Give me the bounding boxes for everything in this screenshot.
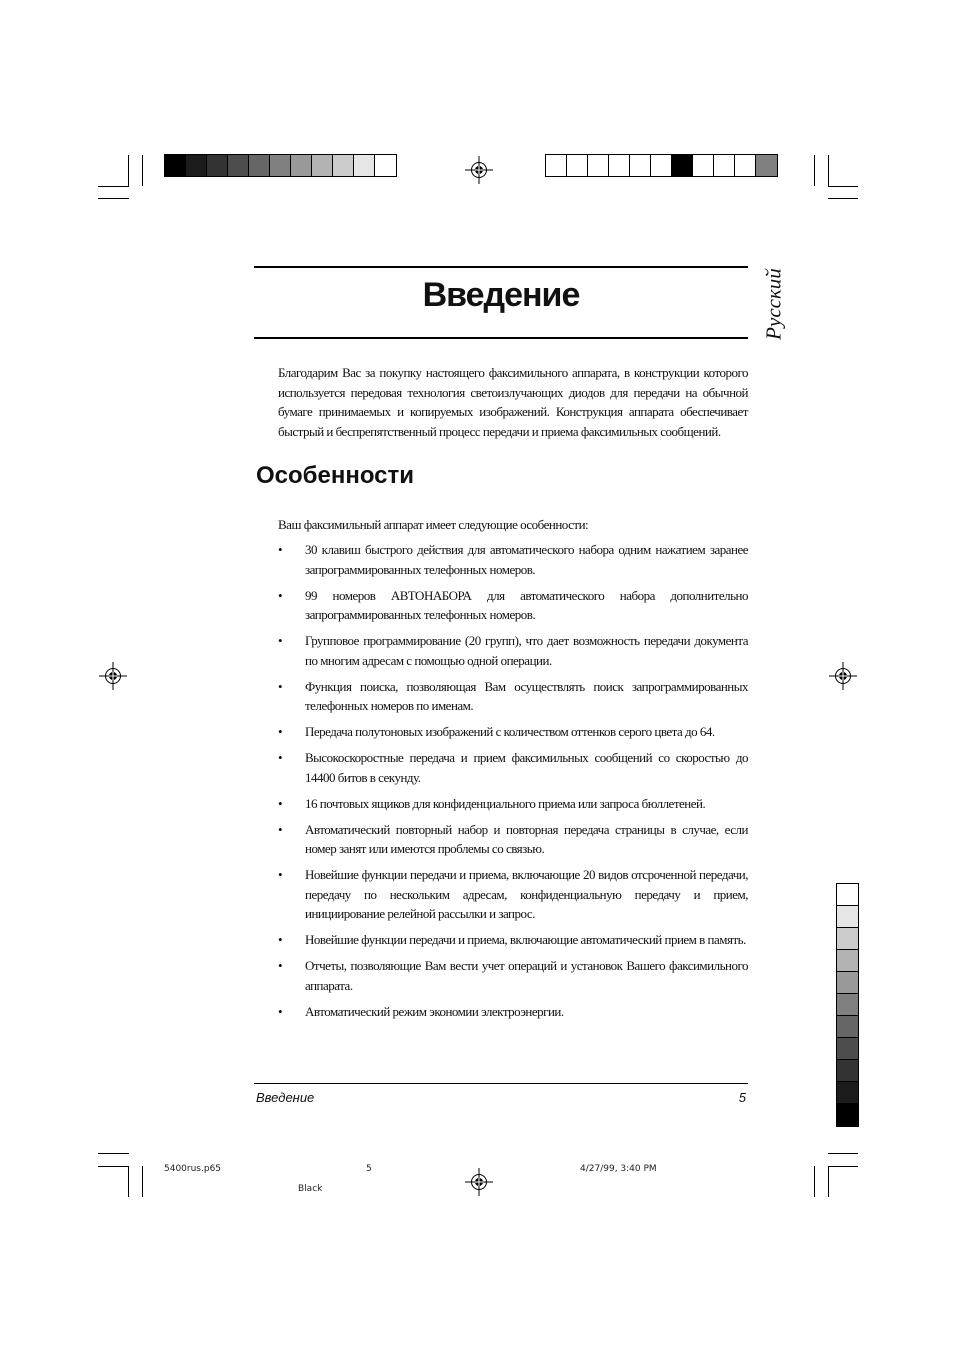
features-list — [278, 540, 748, 1028]
bullet-icon: • — [278, 750, 283, 765]
color-swatch — [735, 155, 756, 176]
crop-mark-bottom-right-v — [828, 1166, 829, 1197]
feature-item — [278, 865, 748, 924]
crop-mark-bottom-right-h — [828, 1166, 858, 1167]
bullet-icon: • — [278, 867, 283, 882]
title-rule-bottom — [254, 337, 748, 339]
crop-mark-top-right-v2 — [814, 155, 815, 186]
slug-filename: 5400rus.p65 — [164, 1164, 222, 1174]
color-swatch — [609, 155, 630, 176]
bullet-icon: • — [278, 821, 283, 837]
feature-text: Высокоскоростные передача и прием факсимильных сообщений со скоростью до 14400 битов в секунду. — [305, 750, 748, 785]
color-swatch — [756, 155, 777, 176]
feature-text: Групповое программирование (20 групп), что дает возможность передачи документа по многим адресам с помощью одной операции. — [305, 633, 748, 668]
feature-item — [278, 677, 748, 716]
grayscale-swatch — [165, 155, 186, 176]
side-grayscale-swatch — [837, 994, 858, 1016]
slug-date: 4/27/99, 3:40 PM — [580, 1164, 657, 1174]
color-swatch — [693, 155, 714, 176]
intro-paragraph: Благодарим Вас за покупку настоящего факсимильного аппарата, в конструкции которого используется передовая технология светоизлучающих диодов для передачи на обычной бумаге принимаемых и копируемых изображений. Конструкция аппарата обеспечивает быстрый и беспрепятственный процесс передачи и приема факсимильных сообщений. — [278, 365, 748, 439]
feature-item — [278, 722, 748, 742]
feature-item — [278, 631, 748, 670]
footer-page-number: 5 — [738, 1090, 746, 1105]
registration-mark-top-icon — [465, 156, 493, 184]
side-grayscale-swatch — [837, 972, 858, 994]
feature-text: Новейшие функции передачи и приема, включающие автоматический прием в память. — [305, 932, 746, 947]
footer-title: Введение — [256, 1090, 315, 1105]
feature-text: Функция поиска, позволяющая Вам осуществлять поиск запрограммированных телефонных номеров по именам. — [305, 678, 748, 713]
registration-mark-bottom-icon — [465, 1168, 493, 1196]
side-grayscale-swatch — [837, 950, 858, 972]
crop-mark-bottom-left-h — [98, 1166, 129, 1167]
color-swatch — [567, 155, 588, 176]
side-grayscale-swatch — [837, 1038, 858, 1060]
grayscale-swatch — [228, 155, 249, 176]
side-grayscale-swatch — [837, 1016, 858, 1038]
grayscale-strip-side — [836, 883, 859, 1127]
grayscale-swatch — [207, 155, 228, 176]
crop-mark-bottom-right-v2 — [814, 1166, 815, 1197]
color-swatch — [546, 155, 567, 176]
registration-mark-left-icon — [99, 662, 127, 690]
bullet-icon: • — [278, 795, 283, 811]
grayscale-swatch — [270, 155, 291, 176]
color-swatch — [588, 155, 609, 176]
bullet-icon: • — [278, 724, 283, 739]
grayscale-swatch — [375, 155, 396, 176]
footer-rule — [254, 1083, 748, 1084]
side-grayscale-swatch — [837, 884, 858, 906]
bullet-icon: • — [278, 633, 283, 648]
features-lead: Ваш факсимильный аппарат имеет следующие особенности: — [278, 517, 589, 532]
feature-item — [278, 956, 748, 995]
color-swatch — [651, 155, 672, 176]
bullet-icon: • — [278, 1003, 283, 1019]
feature-text: 30 клавиш быстрого действия для автоматического набора одним нажатием заранее запрограммированных телефонных номеров. — [305, 542, 748, 577]
crop-mark-bottom-right-h2 — [828, 1153, 858, 1154]
crop-mark-top-left-v2 — [142, 155, 143, 186]
side-grayscale-swatch — [837, 1082, 858, 1104]
language-tab-label: Русский — [761, 268, 786, 340]
feature-item — [278, 748, 748, 787]
crop-mark-top-right-h — [828, 186, 858, 187]
bullet-icon: • — [278, 958, 283, 973]
grayscale-swatch — [186, 155, 207, 176]
slug-plate: Black — [298, 1184, 323, 1194]
bullet-icon: • — [278, 678, 283, 694]
crop-mark-top-right-h2 — [828, 198, 858, 199]
side-grayscale-swatch — [837, 928, 858, 950]
color-strip-top-right — [545, 154, 778, 177]
feature-text: Передача полутоновых изображений с количеством оттенков серого цвета до 64. — [305, 724, 715, 739]
grayscale-swatch — [354, 155, 375, 176]
crop-mark-bottom-left-v2 — [142, 1166, 143, 1197]
side-grayscale-swatch — [837, 1104, 858, 1126]
color-swatch — [672, 155, 693, 176]
feature-item — [278, 586, 748, 625]
feature-item — [278, 1002, 748, 1022]
grayscale-swatch — [291, 155, 312, 176]
feature-item — [278, 930, 748, 950]
bullet-icon: • — [278, 542, 283, 557]
feature-item — [278, 540, 748, 579]
crop-mark-bottom-left-v — [128, 1166, 129, 1197]
feature-text: Автоматический повторный набор и повторная передача страницы в случае, если номер занят или имеются проблемы со связью. — [305, 821, 748, 856]
bullet-icon: • — [278, 932, 283, 947]
feature-text: 99 номеров АВТОНАБОРА для автоматического набора дополнительно запрограммированных телефонных номеров. — [305, 587, 748, 622]
grayscale-strip-top — [164, 154, 397, 177]
grayscale-swatch — [249, 155, 270, 176]
page-title: Введение — [422, 276, 580, 314]
crop-mark-bottom-left-h2 — [98, 1153, 129, 1154]
slug-page: 5 — [366, 1164, 372, 1174]
grayscale-swatch — [312, 155, 333, 176]
feature-item — [278, 794, 748, 814]
section-heading: Особенности — [256, 462, 415, 489]
bullet-icon: • — [278, 587, 283, 603]
feature-text: 16 почтовых ящиков для конфиденциального приема или запроса бюллетеней. — [305, 795, 706, 811]
crop-mark-top-left-h2 — [98, 198, 129, 199]
color-swatch — [714, 155, 735, 176]
crop-mark-top-right-v — [828, 155, 829, 186]
title-rule-top — [254, 266, 748, 268]
feature-text: Автоматический режим экономии электроэнергии. — [305, 1003, 564, 1019]
color-swatch — [630, 155, 651, 176]
feature-text: Новейшие функции передачи и приема, включающие 20 видов отсроченной передачи, передачу по нескольким адресам, конфиденциальную передачу и прием, инициирование релейной рассылки и запрос. — [305, 867, 748, 921]
side-grayscale-swatch — [837, 1060, 858, 1082]
grayscale-swatch — [333, 155, 354, 176]
registration-mark-right-icon — [829, 662, 857, 690]
language-tab — [759, 262, 789, 346]
feature-item — [278, 820, 748, 859]
crop-mark-top-left-h — [98, 186, 129, 187]
side-grayscale-swatch — [837, 906, 858, 928]
feature-text: Отчеты, позволяющие Вам вести учет операций и установок Вашего факсимильного аппарата. — [305, 958, 748, 993]
crop-mark-top-left-v — [128, 155, 129, 186]
